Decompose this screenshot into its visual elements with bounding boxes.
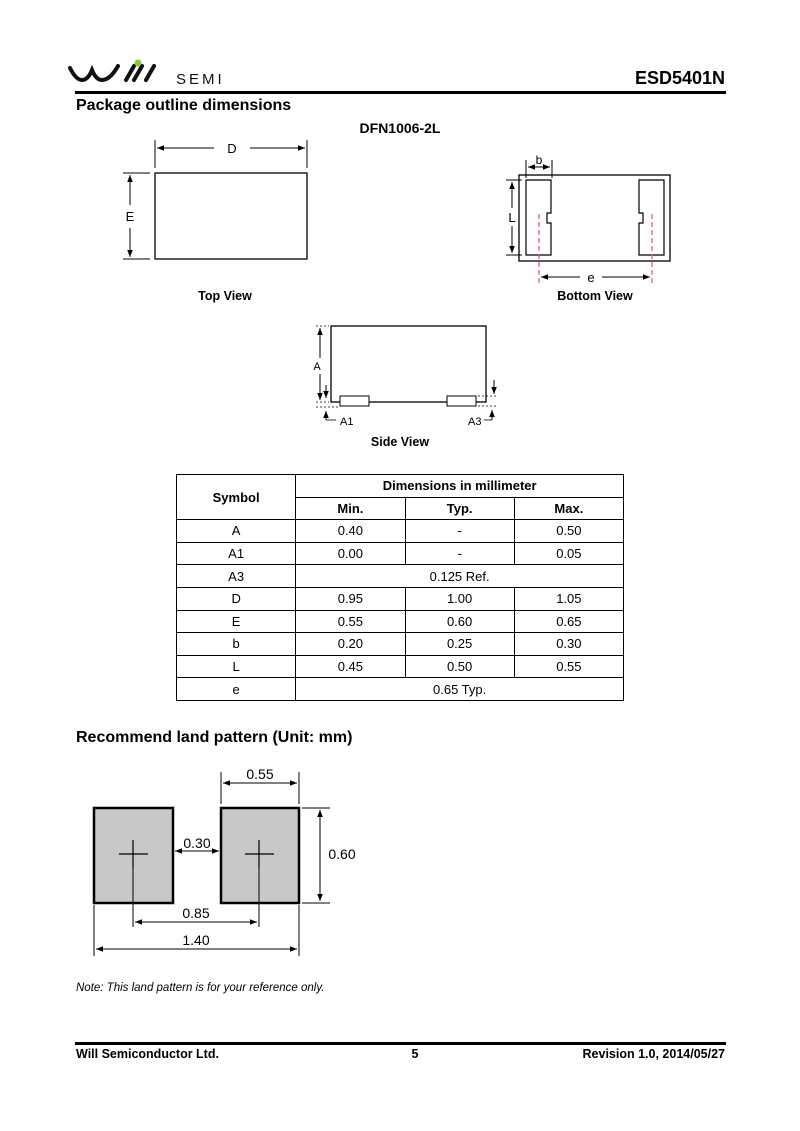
- land-dim-total: 1.40: [182, 932, 210, 948]
- cell-typ: 0.60: [405, 610, 514, 633]
- land-dim-pad-height: 0.60: [328, 846, 356, 862]
- dim-label-A1: A1: [340, 416, 354, 428]
- bottom-view-label: Bottom View: [557, 289, 633, 303]
- cell-min: 0.45: [296, 655, 405, 678]
- cell-min: 0.95: [296, 587, 405, 610]
- dim-label-A: A: [313, 361, 321, 373]
- cell-symbol: A1: [177, 542, 296, 565]
- typ-header: Typ.: [405, 497, 514, 520]
- cell-symbol: E: [177, 610, 296, 633]
- dim-label-D: D: [227, 141, 237, 156]
- package-drawings: [0, 0, 800, 470]
- bottom-view-drawing: [506, 153, 670, 285]
- footer-rule: [75, 1042, 726, 1045]
- land-dim-pad-width: 0.55: [246, 766, 274, 782]
- dim-label-b: b: [535, 153, 543, 167]
- dimensions-group-header: Dimensions in millimeter: [296, 475, 624, 498]
- cell-max: 0.55: [514, 655, 623, 678]
- cell-max: 0.65: [514, 610, 623, 633]
- cell-max: 0.05: [514, 542, 623, 565]
- table-row: [177, 520, 624, 543]
- brand-text: SEMI: [176, 71, 225, 88]
- min-header: Min.: [296, 497, 405, 520]
- cell-min: 0.55: [296, 610, 405, 633]
- side-view-label: Side View: [370, 435, 430, 449]
- cell-min: 0.20: [296, 633, 405, 656]
- dim-label-A3: A3: [468, 416, 482, 428]
- footer-page-number: 5: [411, 1047, 419, 1061]
- land-pattern-drawing: [0, 750, 400, 970]
- package-outline-title: Package outline dimensions: [76, 97, 292, 114]
- cell-typ: 0.25: [405, 633, 514, 656]
- cell-max: 1.05: [514, 587, 623, 610]
- cell-max: 0.30: [514, 633, 623, 656]
- cell-typ: 1.00: [405, 587, 514, 610]
- land-dim-pitch: 0.85: [182, 905, 210, 921]
- dim-label-E: E: [125, 209, 135, 224]
- top-view-drawing: [123, 140, 307, 259]
- cell-symbol: D: [177, 587, 296, 610]
- table-row: [177, 610, 624, 633]
- cell-min: 0.00: [296, 542, 405, 565]
- cell-symbol: L: [177, 655, 296, 678]
- cell-typ: -: [405, 542, 514, 565]
- cell-min: 0.40: [296, 520, 405, 543]
- cell-typ: 0.50: [405, 655, 514, 678]
- symbol-header: Symbol: [177, 475, 296, 520]
- package-name: DFN1006-2L: [359, 120, 441, 136]
- table-header-row: [177, 475, 624, 498]
- document-title: ESD5401N: [634, 68, 725, 88]
- land-pad-right: [221, 808, 299, 903]
- cell-merged: 0.125 Ref.: [296, 565, 624, 588]
- land-pattern-note: Note: This land pattern is for your reference only.: [76, 982, 325, 994]
- table-row: [177, 655, 624, 678]
- cell-symbol: b: [177, 633, 296, 656]
- side-view-drawing: [313, 326, 498, 428]
- table-row: [177, 565, 624, 588]
- dimensions-table: [176, 474, 624, 701]
- land-dim-gap: 0.30: [183, 835, 211, 851]
- footer-company: Will Semiconductor Ltd.: [76, 1047, 219, 1061]
- table-row: [177, 587, 624, 610]
- top-view-label: Top View: [198, 289, 252, 303]
- cell-symbol: A3: [177, 565, 296, 588]
- table-row: [177, 633, 624, 656]
- table-row: [177, 678, 624, 701]
- cell-symbol: A: [177, 520, 296, 543]
- dim-label-e: e: [587, 270, 595, 285]
- footer-revision: Revision 1.0, 2014/05/27: [582, 1047, 725, 1061]
- cell-max: 0.50: [514, 520, 623, 543]
- cell-merged: 0.65 Typ.: [296, 678, 624, 701]
- cell-symbol: e: [177, 678, 296, 701]
- table-row: [177, 542, 624, 565]
- dim-label-L: L: [508, 210, 516, 225]
- max-header: Max.: [514, 497, 623, 520]
- land-pattern-title: Recommend land pattern (Unit: mm): [76, 729, 353, 746]
- cell-typ: -: [405, 520, 514, 543]
